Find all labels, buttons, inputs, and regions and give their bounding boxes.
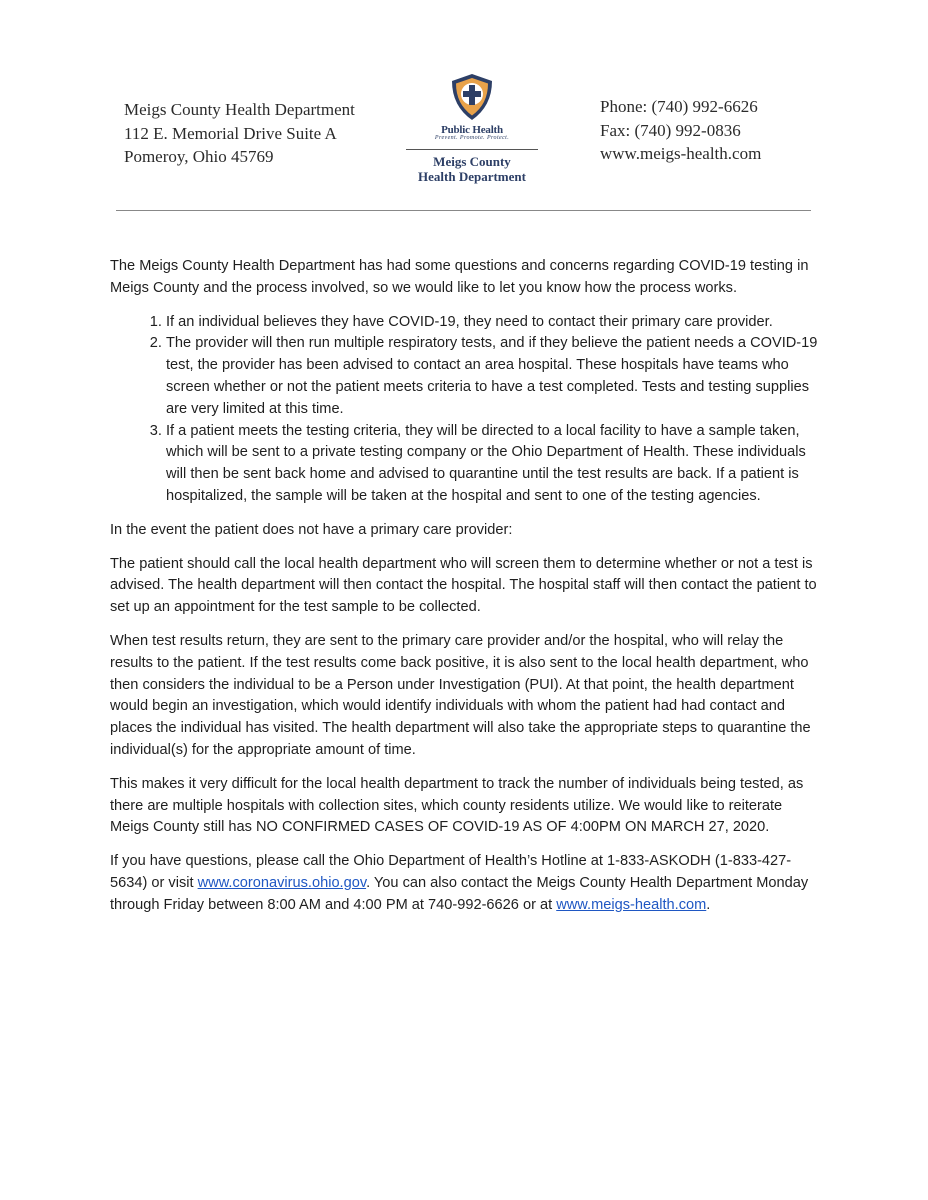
- org-name-line-2: Health Department: [418, 169, 526, 184]
- intro-paragraph: The Meigs County Health Department has had some questions and concerns regarding COVID-19 testing in Meigs County and the process involved, so we would like to let you know how the process works.: [110, 258, 809, 296]
- fax: Fax: (740) 992-0836: [600, 120, 741, 140]
- difficulty-paragraph: This makes it very difficult for the local health department to track the number of individuals being tested, as there are multiple hospitals with collection sites, which county residents utilize. We would like to reiterate Meigs County still has NO CONFIRMED CASES OF COVID-19 AS OF 4:00PM ON MARCH 27, 2020.: [110, 775, 804, 836]
- sender-city: Pomeroy, Ohio 45769: [124, 147, 274, 166]
- public-health-logo: [400, 72, 544, 184]
- letter-body: [110, 256, 822, 929]
- contact-info: [600, 95, 761, 166]
- sender-address: [124, 98, 355, 169]
- contact-text-c: .: [706, 896, 711, 913]
- odh-link[interactable]: www.coronavirus.ohio.gov: [197, 874, 367, 891]
- step-item: 3. If a patient meets the testing criteria, they will be directed to a local facility to have a sample taken, which will be sent to a private testing company or the Ohio Department of Health. These individuals will then be sent back home and advised to quarantine until the test results are back. If a patient is hospitalized, the sample will be taken at the hospital and sent to one of the testing agencies.: [166, 421, 822, 508]
- logo-title: Public Health: [441, 124, 503, 136]
- step-item: 1. If an individual believes they have COVID-19, they need to contact their primary care provider.: [166, 312, 822, 334]
- results-paragraph: When test results return, they are sent to the primary care provider and/or the hospital, who will relay the results to the patient. If the test results come back positive, it is also sent to the local health department, who then considers the individual to be a Person under Investigation (PUI). At that point, the health department would begin an investigation, which would identify individuals with whom the patient had had contact and places the individual has visited. The health department will also take the appropriate steps to quarantine the individual(s) for the appropriate amount of time.: [110, 632, 811, 758]
- process-steps: [110, 312, 822, 508]
- step-item: 2. The provider will then run multiple respiratory tests, and if they believe the patient needs a COVID-19 test, the provider has been advised to contact an area hospital. These hospitals have teams who screen whether or not the patient meets criteria to have a test completed. Tests and testing supplies are very limited at this time.: [166, 333, 822, 420]
- website: www.meigs-health.com: [600, 144, 762, 163]
- meigs-link[interactable]: www.meigs-health.com: [556, 896, 707, 913]
- call-local-paragraph: The patient should call the local health department who will screen them to determine whether or not a test is advised. The health department will then contact the hospital. The hospital staff will then contact the patient to set up an appointment for the test sample to be collected.: [110, 555, 817, 616]
- contact-paragraph: [110, 851, 822, 916]
- logo-divider: [406, 149, 538, 150]
- no-provider-paragraph: In the event the patient does not have a primary care provider:: [110, 521, 513, 538]
- phone: Phone: (740) 992-6626: [600, 97, 758, 116]
- header-divider: [116, 210, 811, 211]
- shield-cross-icon: [449, 72, 495, 122]
- contact-text-a: If you have questions, please call the Ohio Department of Health’s Hotline at 1-833-ASKODH (1-833-427-5634) or visit: [110, 853, 792, 891]
- sender-street: 112 E. Memorial Drive Suite A: [124, 123, 337, 143]
- contact-text-b: . You can also contact the Meigs County Health Department Monday through Friday between 8:00 AM and 4:00 PM at 740-992-6626 or at: [110, 874, 809, 913]
- sender-name: Meigs County Health Department: [124, 100, 355, 119]
- org-name-line-1: Meigs County: [433, 154, 511, 169]
- logo-tagline: Prevent. Promote. Protect.: [434, 135, 510, 141]
